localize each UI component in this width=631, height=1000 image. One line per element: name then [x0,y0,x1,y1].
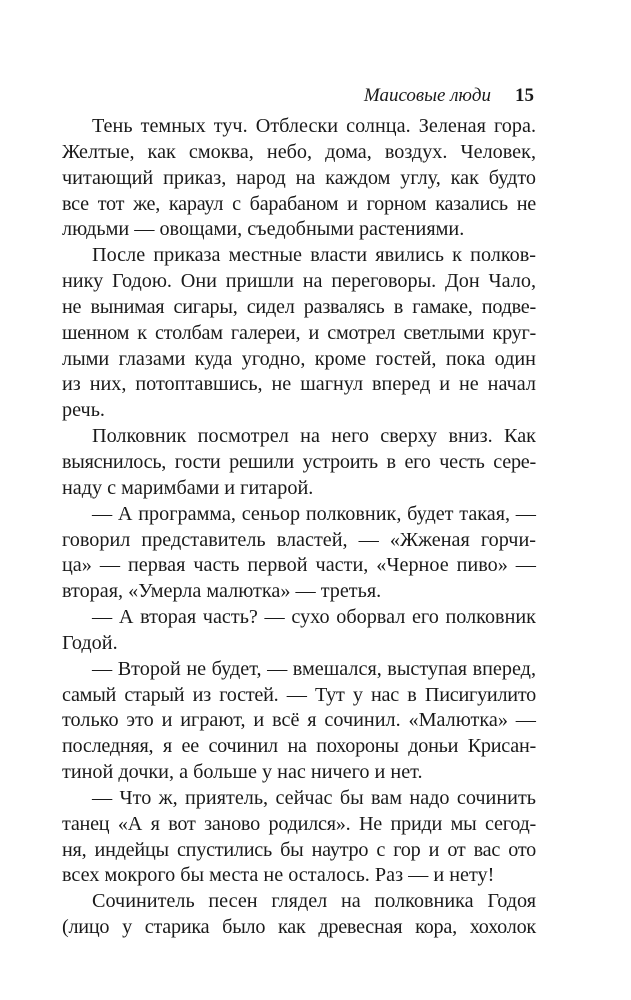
paragraph [62,889,536,941]
paragraph [62,502,536,605]
paragraph [62,424,536,502]
text-line: Годой. [62,631,118,654]
paragraph [62,605,536,657]
text-line: все тот же, караул с барабаном и горном казались не [62,192,536,215]
text-line: лыми глазами куда угодно, кроме гостей, пока один [62,347,536,370]
text-line: всех мокрого бы места не осталось. Раз — и нету! [62,864,495,887]
text-line: Желтые, как смоква, небо, дома, воздух. Человек, [62,140,536,163]
running-header [364,84,534,108]
paragraph [62,786,536,889]
paragraph [62,243,536,424]
text-line: После приказа местные власти явились к полков- [92,244,536,267]
text-line: Тень темных туч. Отблески солнца. Зеленая гора. [92,115,536,137]
text-line: только это и играют, и всё я сочинил. «Малютка» — [62,709,536,732]
text-line: — Второй не будет, — вмешался, выступая вперед, [92,657,536,680]
text-line: из них, потоптавшись, не шагнул вперед и не начал [62,373,536,396]
text-line: речь. [62,399,105,422]
text-line: выяснилось, гости решили устроить в его честь сере- [62,450,536,473]
text-line: говорил представитель властей, — «Жженая горчи- [62,528,536,551]
text-line: — А программа, сеньор полковник, будет такая, — [92,502,536,525]
text-line: не вынимая сигары, сидел развалясь в гамаке, подве- [62,295,536,318]
text-line: последняя, я ее сочинил на похороны доньи Крисан- [62,735,536,758]
text-line: Сочинитель песен глядел на полковника Годоя [92,890,536,913]
text-line: людьми — овощами, съедобными растениями. [62,218,465,241]
text-line: (лицо у старика было как древесная кора, хохолок [62,916,536,939]
text-line: вторая, «Умерла малютка» — третья. [62,580,382,603]
text-line: тиной дочки, а больше у нас ничего и нет. [62,761,423,784]
page-number: 15 [515,85,534,106]
text-line: танец «А я вот заново родился». Не приди мы сегод- [62,812,536,835]
text-line: ня, индейцы спустились бы наутро с гор и от вас ото [62,838,536,861]
paragraph [62,657,536,786]
text-line: — А вторая часть? — сухо оборвал его полковник [92,606,536,629]
text-line: шенном к столбам галереи, и смотрел светлыми круг- [62,321,536,344]
running-title: Маисовые люди [363,85,491,106]
text-line: нику Годою. Они пришли на переговоры. Дон Чало, [62,270,536,293]
text-line: читающий приказ, народ на каждом углу, как будто [62,166,536,189]
text-line: наду с маримбами и гитарой. [62,476,314,499]
text-line: — Что ж, приятель, сейчас бы вам надо сочинить [92,786,536,809]
text-line: Полковник посмотрел на него сверху вниз. Как [92,425,536,448]
text-line: самый старый из гостей. — Тут у нас в Писигуилито [62,683,536,706]
body-text [62,114,536,941]
text-line: ца» — первая часть первой части, «Черное пиво» — [62,554,536,577]
paragraph [62,114,536,243]
